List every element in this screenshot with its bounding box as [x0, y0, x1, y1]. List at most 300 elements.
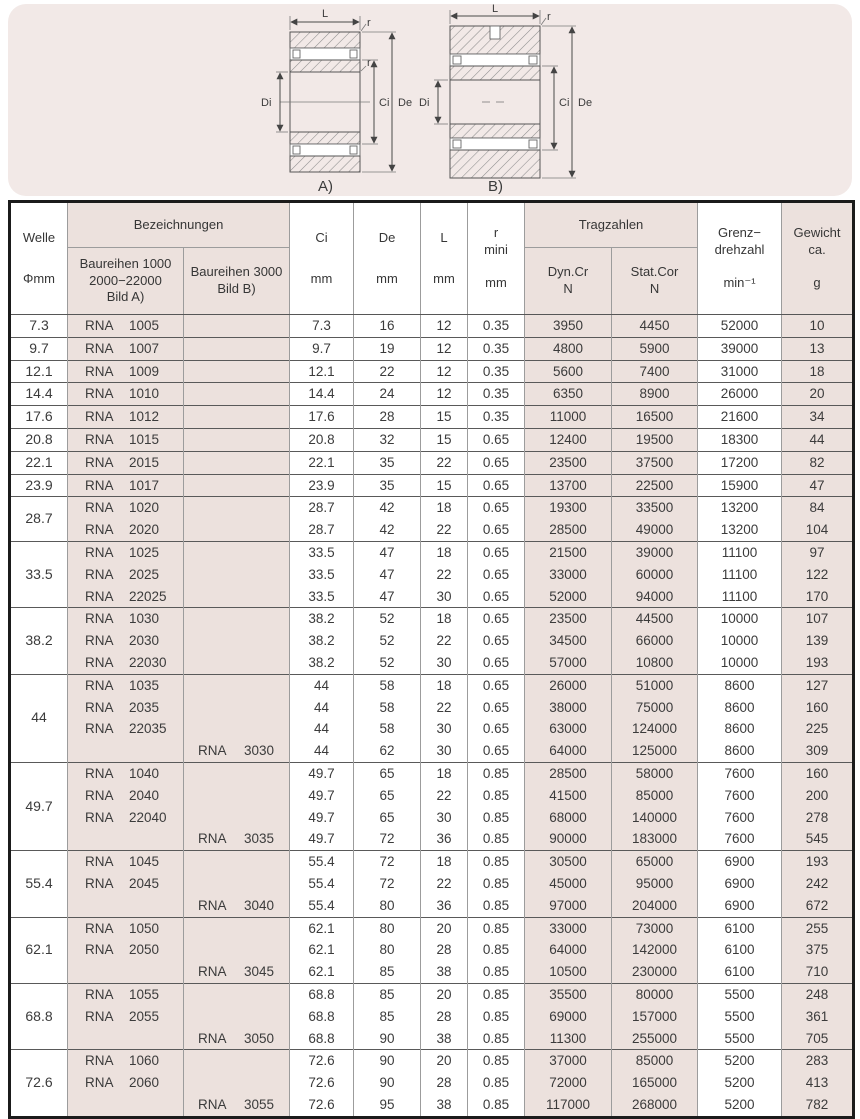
cell-designation-b	[184, 851, 290, 873]
cell-r-mini: 0.65	[468, 718, 525, 740]
cell-r-mini: 0.65	[468, 497, 525, 519]
cell-dyn-cr: 11300	[525, 1028, 612, 1050]
cell-l: 38	[421, 1094, 468, 1117]
cell-ci: 14.4	[290, 383, 354, 406]
cell-ci: 62.1	[290, 961, 354, 983]
cell-dyn-cr: 33000	[525, 917, 612, 939]
cell-ci: 44	[290, 674, 354, 696]
cell-stat-cor: 80000	[612, 983, 698, 1005]
groove-top-b	[490, 26, 500, 39]
cell-designation-a: RNA 2055	[68, 1006, 184, 1028]
cell-weight: 122	[782, 564, 854, 586]
cell-de: 65	[354, 762, 421, 784]
cell-dyn-cr: 6350	[525, 383, 612, 406]
cell-l: 30	[421, 652, 468, 674]
cell-l: 28	[421, 939, 468, 961]
cell-l: 22	[421, 451, 468, 474]
cell-stat-cor: 19500	[612, 428, 698, 451]
cell-speed: 18300	[698, 428, 782, 451]
cell-l: 22	[421, 697, 468, 719]
cell-stat-cor: 5900	[612, 337, 698, 360]
cell-designation-b	[184, 674, 290, 696]
cell-l: 30	[421, 586, 468, 608]
cell-designation-b: RNA 3035	[184, 828, 290, 850]
cell-dyn-cr: 33000	[525, 564, 612, 586]
cell-dyn-cr: 37000	[525, 1050, 612, 1072]
cell-dyn-cr: 4800	[525, 337, 612, 360]
cell-speed: 15900	[698, 474, 782, 497]
cell-r-mini: 0.65	[468, 630, 525, 652]
cell-de: 80	[354, 895, 421, 917]
cell-stat-cor: 255000	[612, 1028, 698, 1050]
cell-designation-b	[184, 630, 290, 652]
cell-speed: 5500	[698, 983, 782, 1005]
cell-r-mini: 0.85	[468, 1094, 525, 1117]
cell-speed: 5500	[698, 1006, 782, 1028]
cell-r-mini: 0.85	[468, 851, 525, 873]
cell-r-mini: 0.65	[468, 564, 525, 586]
cell-dyn-cr: 64000	[525, 939, 612, 961]
cell-de: 85	[354, 1006, 421, 1028]
table-row	[10, 497, 854, 519]
cell-dyn-cr: 11000	[525, 406, 612, 429]
cell-speed: 10000	[698, 652, 782, 674]
cell-speed: 7600	[698, 762, 782, 784]
header-de: De mm	[354, 202, 421, 315]
cell-welle: 49.7	[10, 762, 68, 850]
cell-de: 85	[354, 983, 421, 1005]
cell-stat-cor: 39000	[612, 541, 698, 563]
cell-weight: 225	[782, 718, 854, 740]
cell-speed: 52000	[698, 315, 782, 338]
cell-dyn-cr: 68000	[525, 807, 612, 829]
cell-l: 18	[421, 541, 468, 563]
cell-designation-a: RNA 1009	[68, 360, 184, 383]
cell-designation-a: RNA 22040	[68, 807, 184, 829]
label-ci-a: Ci	[379, 97, 390, 109]
cell-designation-a	[68, 895, 184, 917]
header-stat-cor: Stat.Cor N	[612, 248, 698, 315]
cell-stat-cor: 183000	[612, 828, 698, 850]
cell-welle: 28.7	[10, 497, 68, 542]
cell-ci: 33.5	[290, 541, 354, 563]
cell-dyn-cr: 28500	[525, 519, 612, 541]
cell-weight: 84	[782, 497, 854, 519]
cell-speed: 6100	[698, 917, 782, 939]
cell-ci: 68.8	[290, 1028, 354, 1050]
cell-r-mini: 0.65	[468, 652, 525, 674]
cell-designation-a: RNA 1045	[68, 851, 184, 873]
cell-ci: 28.7	[290, 519, 354, 541]
cell-speed: 5200	[698, 1094, 782, 1117]
cell-r-mini: 0.35	[468, 315, 525, 338]
cell-designation-a: RNA 2025	[68, 564, 184, 586]
cell-r-mini: 0.65	[468, 541, 525, 563]
cell-designation-a	[68, 1094, 184, 1117]
table-row	[10, 1006, 854, 1028]
cell-welle: 9.7	[10, 337, 68, 360]
roller-row-top-b	[450, 54, 540, 66]
cell-l: 30	[421, 807, 468, 829]
cell-dyn-cr: 72000	[525, 1072, 612, 1094]
cell-ci: 38.2	[290, 608, 354, 630]
cell-designation-b	[184, 406, 290, 429]
bearing-section-a	[261, 8, 412, 195]
cell-weight: 34	[782, 406, 854, 429]
cell-dyn-cr: 90000	[525, 828, 612, 850]
cell-de: 24	[354, 383, 421, 406]
cell-l: 38	[421, 1028, 468, 1050]
table-row	[10, 917, 854, 939]
cell-stat-cor: 37500	[612, 451, 698, 474]
cell-designation-a: RNA 1015	[68, 428, 184, 451]
cell-ci: 68.8	[290, 1006, 354, 1028]
cell-speed: 8600	[698, 718, 782, 740]
cell-l: 38	[421, 961, 468, 983]
cell-l: 15	[421, 474, 468, 497]
cell-dyn-cr: 34500	[525, 630, 612, 652]
cell-designation-a: RNA 1007	[68, 337, 184, 360]
cell-de: 35	[354, 474, 421, 497]
roller-row-bottom-b	[450, 138, 540, 150]
label-ci-b: Ci	[559, 97, 570, 109]
cell-designation-b: RNA 3030	[184, 740, 290, 762]
cell-designation-b	[184, 785, 290, 807]
cell-weight: 170	[782, 586, 854, 608]
cell-de: 72	[354, 828, 421, 850]
cell-speed: 21600	[698, 406, 782, 429]
cell-welle: 33.5	[10, 541, 68, 607]
cell-dyn-cr: 23500	[525, 451, 612, 474]
label-l-b: L	[492, 4, 499, 15]
cell-ci: 38.2	[290, 652, 354, 674]
cell-l: 12	[421, 383, 468, 406]
cell-designation-a: RNA 1030	[68, 608, 184, 630]
cell-l: 22	[421, 564, 468, 586]
table-row	[10, 315, 854, 338]
cell-r-mini: 0.65	[468, 428, 525, 451]
table-row	[10, 895, 854, 917]
cell-designation-b	[184, 383, 290, 406]
cell-weight: 139	[782, 630, 854, 652]
cell-weight: 107	[782, 608, 854, 630]
cell-speed: 13200	[698, 497, 782, 519]
cell-l: 20	[421, 983, 468, 1005]
inner-ring-bottom-b	[450, 124, 540, 138]
cell-weight: 18	[782, 360, 854, 383]
table-row	[10, 851, 854, 873]
cell-de: 62	[354, 740, 421, 762]
cell-de: 95	[354, 1094, 421, 1117]
table-row	[10, 697, 854, 719]
cell-de: 52	[354, 608, 421, 630]
cell-ci: 62.1	[290, 917, 354, 939]
cell-designation-b	[184, 652, 290, 674]
cell-ci: 38.2	[290, 630, 354, 652]
cell-welle: 23.9	[10, 474, 68, 497]
cell-r-mini: 0.85	[468, 873, 525, 895]
cell-designation-a: RNA 2035	[68, 697, 184, 719]
cell-stat-cor: 157000	[612, 1006, 698, 1028]
cell-l: 18	[421, 851, 468, 873]
cell-r-mini: 0.65	[468, 740, 525, 762]
cell-ci: 33.5	[290, 564, 354, 586]
table-row	[10, 1050, 854, 1072]
cell-weight: 104	[782, 519, 854, 541]
cell-r-mini: 0.85	[468, 828, 525, 850]
cell-ci: 28.7	[290, 497, 354, 519]
cell-stat-cor: 49000	[612, 519, 698, 541]
cell-designation-b: RNA 3040	[184, 895, 290, 917]
table-row	[10, 564, 854, 586]
table-row	[10, 519, 854, 541]
cell-designation-b	[184, 337, 290, 360]
cell-dyn-cr: 21500	[525, 541, 612, 563]
cell-speed: 5200	[698, 1072, 782, 1094]
cell-ci: 49.7	[290, 785, 354, 807]
cell-designation-b	[184, 586, 290, 608]
outer-ring-bottom-a	[290, 156, 360, 172]
header-r-mini: r mini mm	[468, 202, 525, 315]
header-ci: Ci mm	[290, 202, 354, 315]
cell-r-mini: 0.85	[468, 961, 525, 983]
diagram-panel	[8, 4, 852, 196]
table-row	[10, 1094, 854, 1117]
inner-ring-bottom-a	[290, 132, 360, 144]
cell-ci: 33.5	[290, 586, 354, 608]
cell-dyn-cr: 26000	[525, 674, 612, 696]
cell-l: 30	[421, 740, 468, 762]
cell-designation-a	[68, 740, 184, 762]
cell-speed: 31000	[698, 360, 782, 383]
cell-ci: 49.7	[290, 807, 354, 829]
cell-designation-b	[184, 697, 290, 719]
cell-weight: 20	[782, 383, 854, 406]
cell-l: 15	[421, 406, 468, 429]
cell-stat-cor: 58000	[612, 762, 698, 784]
cell-r-mini: 0.35	[468, 383, 525, 406]
cell-stat-cor: 60000	[612, 564, 698, 586]
cell-r-mini: 0.85	[468, 762, 525, 784]
cell-designation-b	[184, 474, 290, 497]
cell-speed: 6100	[698, 961, 782, 983]
cell-welle: 44	[10, 674, 68, 762]
cell-weight: 193	[782, 652, 854, 674]
cell-dyn-cr: 38000	[525, 697, 612, 719]
cell-r-mini: 0.35	[468, 406, 525, 429]
cell-designation-b: RNA 3055	[184, 1094, 290, 1117]
cell-ci: 72.6	[290, 1072, 354, 1094]
cell-dyn-cr: 69000	[525, 1006, 612, 1028]
outer-ring-bottom-b	[450, 150, 540, 178]
cell-de: 58	[354, 718, 421, 740]
cell-ci: 20.8	[290, 428, 354, 451]
cell-designation-a: RNA 2040	[68, 785, 184, 807]
cell-designation-a: RNA 22035	[68, 718, 184, 740]
cell-designation-a: RNA 1017	[68, 474, 184, 497]
cell-weight: 193	[782, 851, 854, 873]
cell-r-mini: 0.85	[468, 939, 525, 961]
cell-de: 85	[354, 961, 421, 983]
table-row	[10, 1072, 854, 1094]
cell-de: 28	[354, 406, 421, 429]
cell-dyn-cr: 41500	[525, 785, 612, 807]
roller-row-bottom-a	[290, 144, 360, 156]
cell-dyn-cr: 5600	[525, 360, 612, 383]
cell-designation-b	[184, 1050, 290, 1072]
cell-welle: 22.1	[10, 451, 68, 474]
table-row	[10, 1028, 854, 1050]
cell-designation-b	[184, 873, 290, 895]
cell-designation-a: RNA 2050	[68, 939, 184, 961]
cell-dyn-cr: 97000	[525, 895, 612, 917]
cell-stat-cor: 85000	[612, 785, 698, 807]
cell-ci: 55.4	[290, 895, 354, 917]
cell-designation-a: RNA 1060	[68, 1050, 184, 1072]
cell-l: 20	[421, 917, 468, 939]
cell-speed: 10000	[698, 630, 782, 652]
cell-dyn-cr: 35500	[525, 983, 612, 1005]
cell-speed: 10000	[698, 608, 782, 630]
cell-weight: 13	[782, 337, 854, 360]
label-r-a-inner: r	[367, 57, 371, 69]
cell-de: 72	[354, 873, 421, 895]
cell-ci: 44	[290, 697, 354, 719]
cell-welle: 17.6	[10, 406, 68, 429]
table-row	[10, 961, 854, 983]
cell-designation-a: RNA 2030	[68, 630, 184, 652]
table-row	[10, 586, 854, 608]
cell-stat-cor: 4450	[612, 315, 698, 338]
cell-designation-b	[184, 541, 290, 563]
cell-dyn-cr: 57000	[525, 652, 612, 674]
cell-welle: 7.3	[10, 315, 68, 338]
cell-weight: 255	[782, 917, 854, 939]
cell-de: 58	[354, 674, 421, 696]
bearing-section-b	[419, 4, 592, 195]
cell-designation-b	[184, 1072, 290, 1094]
cell-stat-cor: 268000	[612, 1094, 698, 1117]
label-l-a: L	[322, 8, 329, 20]
cell-dyn-cr: 12400	[525, 428, 612, 451]
label-r-b: r	[547, 11, 551, 23]
cell-r-mini: 0.85	[468, 917, 525, 939]
cell-speed: 13200	[698, 519, 782, 541]
cell-de: 90	[354, 1028, 421, 1050]
cell-designation-a: RNA 2020	[68, 519, 184, 541]
cell-stat-cor: 165000	[612, 1072, 698, 1094]
cell-designation-b	[184, 451, 290, 474]
cell-designation-a: RNA 1012	[68, 406, 184, 429]
cell-stat-cor: 85000	[612, 1050, 698, 1072]
cell-speed: 6900	[698, 873, 782, 895]
header-baureihen-b: Baureihen 3000 Bild B)	[184, 248, 290, 315]
table-row	[10, 360, 854, 383]
cell-designation-a	[68, 961, 184, 983]
cell-ci: 12.1	[290, 360, 354, 383]
cell-stat-cor: 44500	[612, 608, 698, 630]
cell-stat-cor: 125000	[612, 740, 698, 762]
cell-l: 22	[421, 630, 468, 652]
cell-designation-b	[184, 608, 290, 630]
cell-ci: 22.1	[290, 451, 354, 474]
cell-designation-a: RNA 1050	[68, 917, 184, 939]
cell-l: 28	[421, 1072, 468, 1094]
table-row	[10, 337, 854, 360]
cell-designation-b	[184, 762, 290, 784]
cell-weight: 82	[782, 451, 854, 474]
label-de-b: De	[578, 97, 593, 109]
cell-designation-a: RNA 1040	[68, 762, 184, 784]
cell-designation-a: RNA 1020	[68, 497, 184, 519]
cell-weight: 47	[782, 474, 854, 497]
header-welle: Welle Φmm	[10, 202, 68, 315]
cell-ci: 17.6	[290, 406, 354, 429]
cell-de: 47	[354, 541, 421, 563]
cell-designation-a	[68, 828, 184, 850]
cell-de: 90	[354, 1072, 421, 1094]
cell-l: 22	[421, 519, 468, 541]
cell-speed: 7600	[698, 807, 782, 829]
cell-r-mini: 0.85	[468, 785, 525, 807]
cell-stat-cor: 95000	[612, 873, 698, 895]
cell-stat-cor: 65000	[612, 851, 698, 873]
cell-l: 12	[421, 315, 468, 338]
cell-r-mini: 0.85	[468, 895, 525, 917]
table-row	[10, 873, 854, 895]
cell-speed: 26000	[698, 383, 782, 406]
table-row	[10, 541, 854, 563]
cell-l: 20	[421, 1050, 468, 1072]
cell-weight: 160	[782, 762, 854, 784]
cell-ci: 72.6	[290, 1050, 354, 1072]
cell-l: 12	[421, 360, 468, 383]
cell-ci: 44	[290, 740, 354, 762]
cell-speed: 11100	[698, 564, 782, 586]
header-l: L mm	[421, 202, 468, 315]
cell-designation-b: RNA 3045	[184, 961, 290, 983]
cell-stat-cor: 8900	[612, 383, 698, 406]
cell-weight: 705	[782, 1028, 854, 1050]
table-row	[10, 451, 854, 474]
cell-speed: 6100	[698, 939, 782, 961]
cell-designation-b	[184, 983, 290, 1005]
cell-l: 22	[421, 785, 468, 807]
cell-r-mini: 0.65	[468, 674, 525, 696]
cell-r-mini: 0.35	[468, 337, 525, 360]
label-di-b: Di	[419, 97, 430, 109]
cell-de: 80	[354, 917, 421, 939]
header-baureihen-a: Baureihen 1000 2000−22000 Bild A)	[68, 248, 184, 315]
header-tragzahlen: Tragzahlen	[525, 202, 698, 248]
table-row	[10, 718, 854, 740]
cell-r-mini: 0.65	[468, 586, 525, 608]
cell-welle: 38.2	[10, 608, 68, 674]
table-body	[10, 315, 854, 1118]
cell-weight: 283	[782, 1050, 854, 1072]
cell-designation-a: RNA 2045	[68, 873, 184, 895]
cell-weight: 248	[782, 983, 854, 1005]
cell-r-mini: 0.85	[468, 983, 525, 1005]
cell-speed: 11100	[698, 541, 782, 563]
cell-de: 90	[354, 1050, 421, 1072]
cell-dyn-cr: 52000	[525, 586, 612, 608]
cell-speed: 8600	[698, 674, 782, 696]
header-bezeichnungen: Bezeichnungen	[68, 202, 290, 248]
cell-stat-cor: 75000	[612, 697, 698, 719]
cell-de: 22	[354, 360, 421, 383]
cell-dyn-cr: 19300	[525, 497, 612, 519]
